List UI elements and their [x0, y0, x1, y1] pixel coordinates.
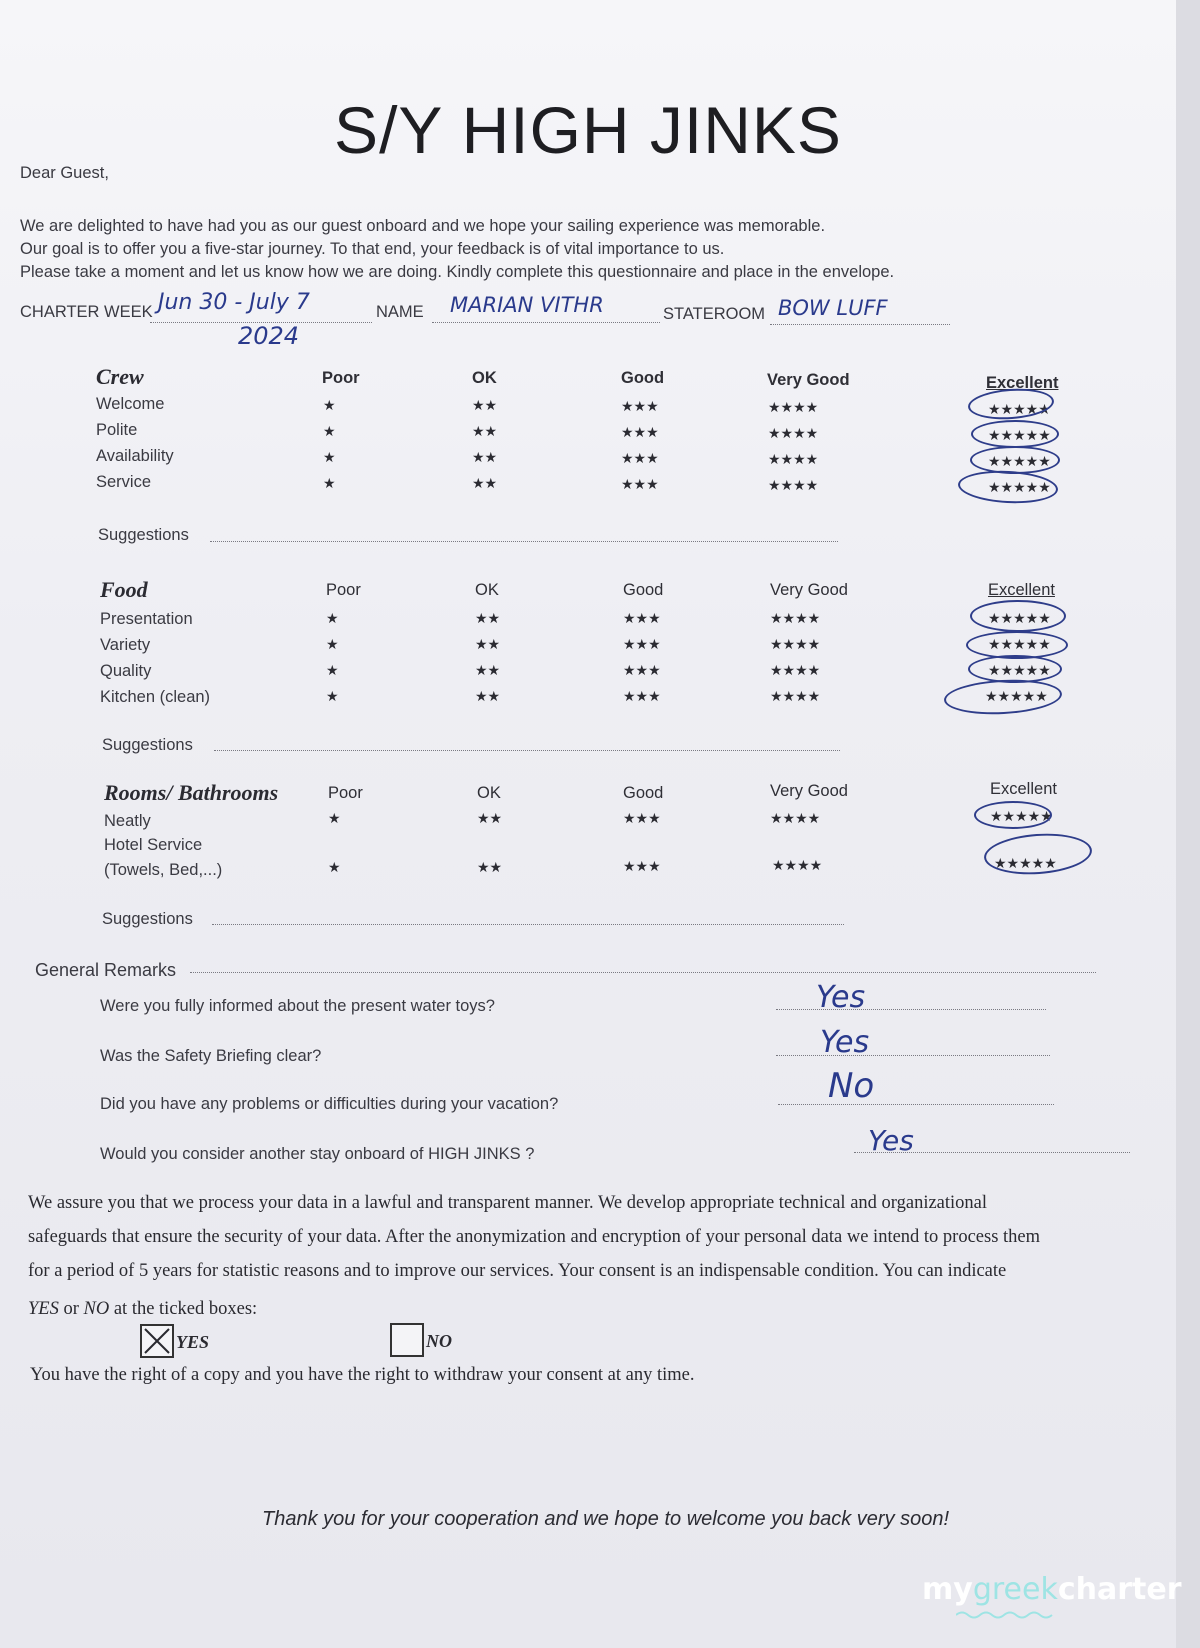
row-label: Kitchen (clean) — [100, 688, 211, 706]
rating-very-good[interactable]: ★★★★ — [768, 451, 819, 467]
consent-no-label: NO — [426, 1331, 452, 1351]
suggestions-line[interactable] — [210, 541, 838, 542]
consent-or-word: or — [58, 1299, 84, 1319]
rating-poor[interactable]: ★ — [326, 636, 339, 652]
rating-ok[interactable]: ★★ — [472, 449, 498, 465]
row-label: Service — [96, 473, 152, 491]
rating-good[interactable]: ★★★ — [623, 610, 661, 626]
rating-excellent[interactable]: ★★★★★ — [988, 479, 1051, 495]
rating-excellent[interactable]: ★★★★★ — [990, 808, 1053, 824]
header-very-good: Very Good — [770, 581, 848, 599]
answer-line — [778, 1104, 1054, 1105]
yacht-title: S/Y HIGH JINKS — [334, 93, 842, 167]
header-good: Good — [623, 581, 664, 599]
header-good: Good — [623, 784, 664, 802]
rating-ok[interactable]: ★★ — [477, 859, 503, 875]
rating-excellent[interactable]: ★★★★★ — [985, 688, 1048, 704]
answer-line — [776, 1055, 1050, 1056]
rating-excellent[interactable]: ★★★★★ — [988, 401, 1051, 417]
wave-icon — [956, 1610, 1056, 1620]
consent-no-checkbox[interactable] — [390, 1323, 424, 1357]
rating-good[interactable]: ★★★ — [623, 662, 661, 678]
consent-line-3: for a period of 5 years for statistic reasons and to improve our services. Your consent is an indispensable condition. You can indicate — [28, 1261, 1007, 1281]
rating-poor[interactable]: ★ — [323, 449, 336, 465]
charter-week-label: CHARTER WEEK — [20, 303, 153, 321]
stateroom-label: STATEROOM — [663, 305, 766, 323]
rating-poor[interactable]: ★ — [323, 475, 336, 491]
suggestions-label: Suggestions — [98, 526, 189, 544]
header-very-good: Very Good — [770, 782, 848, 800]
selection-circle — [970, 446, 1060, 474]
selection-circle — [971, 420, 1059, 448]
intro-line-2: Our goal is to offer you a five-star journey. To that end, your feedback is of vital importance to us. — [20, 240, 725, 258]
consent-yes-checkbox[interactable] — [140, 1324, 174, 1358]
consent-closing: You have the right of a copy and you have the right to withdraw your consent at any time. — [30, 1365, 695, 1385]
logo-part-charter: charter — [1057, 1572, 1182, 1607]
rating-very-good[interactable]: ★★★★ — [768, 399, 819, 415]
selection-circle — [957, 468, 1059, 505]
general-remarks-line[interactable] — [190, 972, 1096, 973]
rating-excellent[interactable]: ★★★★★ — [994, 855, 1057, 871]
selection-circle — [974, 801, 1052, 829]
question-text: Was the Safety Briefing clear? — [100, 1047, 322, 1065]
name-value[interactable]: MARIAN VITHR — [450, 293, 604, 317]
header-excellent: Excellent — [988, 581, 1055, 599]
rating-very-good[interactable]: ★★★★ — [768, 425, 819, 441]
suggestions-label: Suggestions — [102, 736, 193, 754]
selection-circle — [943, 677, 1063, 717]
consent-rest: at the ticked boxes: — [109, 1299, 258, 1319]
rating-poor[interactable]: ★ — [323, 397, 336, 413]
rating-very-good[interactable]: ★★★★ — [770, 810, 821, 826]
rating-good[interactable]: ★★★ — [623, 636, 661, 652]
rating-ok[interactable]: ★★ — [475, 636, 501, 652]
selection-circle — [970, 600, 1066, 632]
name-label: NAME — [376, 303, 424, 321]
rating-excellent[interactable]: ★★★★★ — [988, 610, 1051, 626]
answer-value[interactable]: Yes — [816, 980, 866, 1015]
question-text: Would you consider another stay onboard of HIGH JINKS ? — [100, 1145, 535, 1163]
rating-ok[interactable]: ★★ — [472, 397, 498, 413]
row-label: Quality — [100, 662, 152, 680]
rating-good[interactable]: ★★★ — [623, 688, 661, 704]
rating-good[interactable]: ★★★ — [623, 810, 661, 826]
row-label: Variety — [100, 636, 151, 654]
header-very-good: Very Good — [767, 371, 850, 389]
checkmark-x-icon — [142, 1326, 172, 1356]
row-label: Neatly — [104, 812, 151, 830]
question-text: Were you fully informed about the present water toys? — [100, 997, 495, 1015]
rating-excellent[interactable]: ★★★★★ — [988, 453, 1051, 469]
consent-no-word: NO — [83, 1299, 110, 1319]
rating-poor[interactable]: ★ — [326, 662, 339, 678]
rating-poor[interactable]: ★ — [326, 610, 339, 626]
section-title-rooms: Rooms/ Bathrooms — [104, 780, 279, 805]
rating-ok[interactable]: ★★ — [475, 662, 501, 678]
rating-very-good[interactable]: ★★★★ — [770, 636, 821, 652]
rating-good[interactable]: ★★★ — [621, 450, 659, 466]
row-label-continued: (Towels, Bed,...) — [104, 861, 223, 879]
name-line — [432, 322, 660, 323]
consent-line-4 — [28, 1292, 257, 1326]
section-title-food: Food — [100, 577, 148, 602]
logo-part-greek: greek — [972, 1572, 1058, 1607]
header-excellent: Excellent — [990, 780, 1057, 798]
suggestions-line[interactable] — [212, 924, 844, 925]
greeting: Dear Guest, — [20, 164, 109, 182]
rating-good[interactable]: ★★★ — [623, 858, 661, 874]
intro-line-1: We are delighted to have had you as our guest onboard and we hope your sailing experience was memorable. — [20, 217, 826, 235]
rating-excellent[interactable]: ★★★★★ — [988, 662, 1051, 678]
header-excellent: Excellent — [986, 374, 1059, 392]
rating-ok[interactable]: ★★ — [472, 475, 498, 491]
header-poor: Poor — [326, 581, 361, 599]
rating-poor[interactable]: ★ — [323, 423, 336, 439]
consent-yes-word: YES — [28, 1299, 59, 1319]
rating-ok[interactable]: ★★ — [475, 688, 501, 704]
stateroom-value[interactable]: BOW LUFF — [778, 296, 888, 320]
rating-ok[interactable]: ★★ — [472, 423, 498, 439]
suggestions-label: Suggestions — [102, 910, 193, 928]
charter-week-year: 2024 — [238, 322, 300, 350]
rating-good[interactable]: ★★★ — [621, 476, 659, 492]
row-label: Polite — [96, 421, 138, 439]
answer-value[interactable]: Yes — [868, 1124, 914, 1157]
header-poor: Poor — [328, 784, 363, 802]
header-ok: OK — [475, 581, 499, 599]
answer-value[interactable]: No — [828, 1066, 875, 1106]
header-ok: OK — [472, 369, 497, 387]
header-ok: OK — [477, 784, 501, 802]
general-remarks-label: General Remarks — [35, 960, 177, 980]
consent-line-1: We assure you that we process your data in a lawful and transparent manner. We develop appropriate technical and organizational — [28, 1193, 988, 1213]
rating-excellent[interactable]: ★★★★★ — [988, 636, 1051, 652]
rating-poor[interactable]: ★ — [328, 810, 341, 826]
charter-week-value[interactable]: Jun 30 - July 7 — [158, 290, 310, 315]
section-title-crew: Crew — [96, 364, 144, 389]
header-good: Good — [621, 369, 665, 387]
rating-very-good[interactable]: ★★★★ — [770, 688, 821, 704]
rating-very-good[interactable]: ★★★★ — [770, 610, 821, 626]
stateroom-line — [770, 324, 950, 325]
rating-very-good[interactable]: ★★★★ — [772, 857, 823, 873]
rating-very-good[interactable]: ★★★★ — [770, 662, 821, 678]
rating-poor[interactable]: ★ — [326, 688, 339, 704]
rating-very-good[interactable]: ★★★★ — [768, 477, 819, 493]
row-label: Hotel Service — [104, 836, 203, 854]
row-label: Presentation — [100, 610, 193, 628]
answer-value[interactable]: Yes — [820, 1025, 870, 1060]
row-label: Availability — [96, 447, 174, 465]
rating-poor[interactable]: ★ — [328, 859, 341, 875]
rating-ok[interactable]: ★★ — [477, 810, 503, 826]
thank-you-note: Thank you for your cooperation and we hope to welcome you back very soon! — [262, 1508, 950, 1530]
rating-ok[interactable]: ★★ — [475, 610, 501, 626]
question-text: Did you have any problems or difficulties during your vacation? — [100, 1095, 559, 1113]
row-label: Welcome — [96, 395, 165, 413]
consent-line-2: safeguards that ensure the security of your data. After the anonymization and encryption of your personal data we intend to process them — [28, 1227, 1041, 1247]
rating-excellent[interactable]: ★★★★★ — [988, 427, 1051, 443]
intro-line-3: Please take a moment and let us know how we are doing. Kindly complete this questionnaire and place in the envelope. — [20, 263, 895, 281]
suggestions-line[interactable] — [214, 750, 840, 751]
mygreekcharter-logo — [922, 1572, 1182, 1607]
rating-good[interactable]: ★★★ — [621, 398, 659, 414]
header-poor: Poor — [322, 369, 360, 387]
consent-yes-label: YES — [176, 1332, 210, 1352]
selection-circle — [983, 830, 1094, 877]
rating-good[interactable]: ★★★ — [621, 424, 659, 440]
logo-part-my: my — [922, 1572, 973, 1607]
